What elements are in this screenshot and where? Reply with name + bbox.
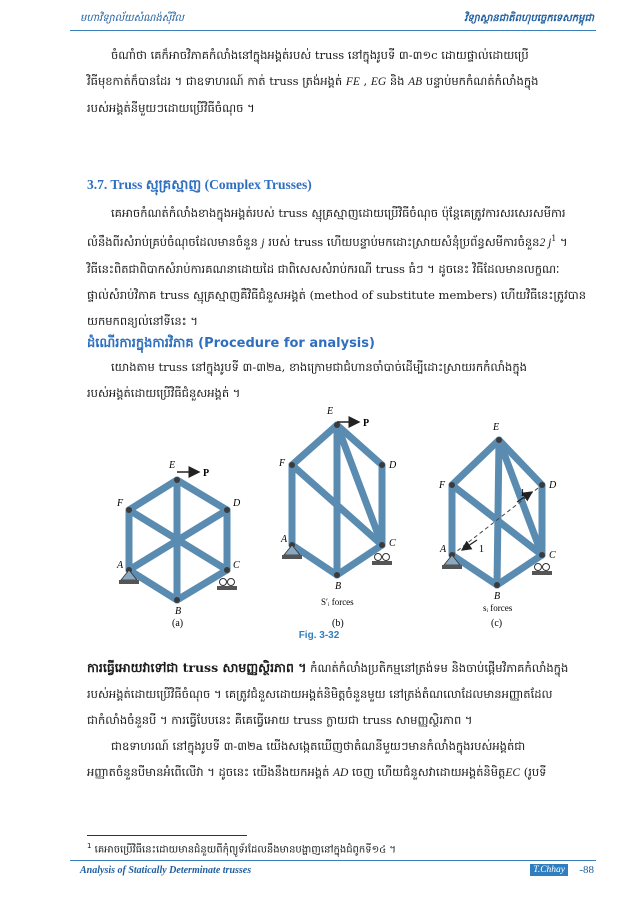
intro-line-3: របស់អង្គត់នីមួយៗដោយប្រើវិធីចំណុច ។ bbox=[87, 101, 255, 115]
intro-line-2-end: បន្ទាប់មកកំណត់កំលាំងក្នុង bbox=[422, 74, 539, 88]
member-fe: FE bbox=[345, 76, 360, 88]
truss-panel-a bbox=[116, 460, 241, 629]
page-footer bbox=[70, 860, 596, 883]
footer-title: Analysis of Statically Determinate trusses bbox=[80, 865, 252, 876]
load-label-a: P bbox=[203, 468, 210, 479]
section-title bbox=[87, 176, 312, 196]
header-institute: វិទ្យាស្ថានជាតិពហុបច្ចេកទេសកម្ពុជា bbox=[464, 13, 594, 24]
complex-line-1: គេអាចកំណត់កំលាំងខាងក្នុងអង្គត់របស់ truss ស្មុគ្រស្មាញដោយប្រើវិធីចំណុច ប៉ុន្តែគេត្រូវការសរសេរសមីការ bbox=[111, 206, 566, 220]
sentence-end: ។ bbox=[556, 234, 568, 249]
node-label-e-c: E bbox=[493, 422, 500, 433]
panel-label-c: (c) bbox=[491, 618, 503, 629]
author-badge: T.Chhay bbox=[530, 864, 568, 876]
node-label-c-c: C bbox=[549, 550, 556, 561]
page-header bbox=[70, 10, 596, 31]
load-label-b: P bbox=[363, 418, 370, 429]
figure-caption: Fig. 3-32 bbox=[298, 630, 340, 641]
comma: , bbox=[359, 74, 371, 88]
page-number: -88 bbox=[579, 864, 594, 876]
footnote-text: គេអាចប្រើវិធីនេះដោយមានជំនួយពីកុំព្យូទ័រដែលនឹងមានបង្ហាញនៅក្នុងជំពូកទី១៤ ។ bbox=[91, 844, 397, 856]
section-title-text: Truss ស្មុគ្រស្មាញ (Complex Trusses) bbox=[107, 177, 312, 192]
complex-line-2: លំនឹងពីរសំរាប់គ្រប់ចំណុចដែលមានចំនួន bbox=[87, 234, 262, 249]
footnote bbox=[87, 842, 396, 857]
and-text: និង bbox=[386, 74, 409, 88]
node-label-f-b: F bbox=[279, 458, 286, 469]
section-number: 3.7. bbox=[87, 177, 108, 192]
example-paragraph bbox=[87, 733, 587, 786]
footnote-divider bbox=[87, 835, 247, 836]
footnote-number: 1 bbox=[87, 842, 92, 850]
node-label-e-a: E bbox=[169, 460, 176, 471]
node-label-f-c: F bbox=[439, 480, 446, 491]
footnote-ref: 1 bbox=[551, 234, 557, 243]
example-line-2-end: (រូបទី bbox=[520, 765, 547, 779]
node-label-f-a: F bbox=[117, 498, 124, 509]
complex-line-2-mid: របស់ truss ហើយបន្ទាប់មកដោះស្រាយសំនុំប្រព័ន្ធសមីការចំនួន bbox=[264, 234, 540, 249]
member-ad: AD bbox=[333, 767, 349, 779]
reduction-line-2: របស់អង្គត់ដោយប្រើវិធីចំណុច ។ គេត្រូវជំនួសដោយអង្គត់និមិត្តចំនួនមួយ នៅត្រង់តំណលោដែលមានអញ្ញាតដែល bbox=[87, 687, 553, 701]
header-faculty: មហាវិទ្យាល័យសំណង់ស៊ីវិល bbox=[80, 13, 184, 24]
node-label-a-a: A bbox=[117, 560, 124, 571]
reduction-line-3: ជាកំលាំងចំនួនបី ។ ការធ្វើបែបនេះ គឺគេធ្វើអោយ truss ក្លាយជា truss សាមញ្ញស្ថិរភាព ។ bbox=[87, 713, 473, 727]
truss-panel-c bbox=[438, 422, 557, 629]
node-label-b-a: B bbox=[175, 606, 182, 617]
node-label-a-c: A bbox=[440, 544, 447, 555]
intro-line-2: វិធីមុខកាត់ក៏បានដែរ ។ ជាឧទាហរណ៍ កាត់ truss ត្រង់អង្គត់ bbox=[87, 74, 346, 88]
node-label-d-b: D bbox=[389, 460, 397, 471]
unit-load-label-lower: 1 bbox=[479, 544, 484, 555]
member-ab: AB bbox=[408, 76, 423, 88]
complex-line-3: វិធីនេះពិតជាពិបាកសំរាប់ការគណនាដោយដៃ ជាពិសេសសំរាប់ករណី truss ធំៗ ។ ដូចនេះ វិធីដែលមានលក្ខណៈ bbox=[87, 261, 560, 276]
complex-paragraph bbox=[87, 200, 587, 334]
procedure-line-2: របស់អង្គត់ដោយប្រើវិធីជំនួសអង្គត់ ។ bbox=[87, 386, 241, 400]
node-label-b-b: B bbox=[335, 581, 342, 592]
equation-count: 2 j bbox=[539, 236, 552, 249]
node-label-d-c: D bbox=[549, 480, 557, 491]
node-label-b-c: B bbox=[494, 591, 501, 602]
procedure-line-1: យោងតាម truss នៅក្នុងរូបទី ៣-៣២a, ខាងក្រោមជាជំហានចាំបាច់ដើម្បីដោះស្រាយរកកំលាំងក្នុង bbox=[111, 360, 527, 374]
complex-line-4: ផ្ទាល់សំរាប់វិភាគ truss ស្មុគ្រស្មាញគឺវិធីជំនួសអង្គត់ (method of substitute members) ហើយវិធីនេះត្រូវបាន bbox=[87, 287, 586, 302]
node-label-e-b: E bbox=[327, 406, 334, 417]
panel-sub-b: S′ᵢ forces bbox=[321, 597, 354, 607]
intro-line-1: ចំណាំថា គេក៏អាចវិភាគកំលាំងនៅក្នុងអង្គត់របស់ truss នៅក្នុងរូបទី ៣-៣១c ដោយផ្ទាល់ដោយប្រើ bbox=[111, 48, 529, 62]
joint-count-j: j bbox=[261, 236, 265, 249]
member-ec: EC bbox=[505, 767, 521, 779]
procedure-heading: ដំណើរការក្នុងការវិភាគ (Procedure for analysis) bbox=[87, 336, 375, 351]
node-label-a-b: A bbox=[281, 534, 288, 545]
panel-label-a: (a) bbox=[172, 618, 184, 629]
unit-load-label-upper: 1 bbox=[520, 488, 525, 499]
example-line-2-mid: ចេញ ហើយជំនួសវាដោយអង្គត់និមិត្ត bbox=[348, 765, 506, 779]
truss-figure bbox=[87, 400, 587, 630]
reduction-heading: ការធ្វើអោយវាទៅជា truss សាមញ្ញស្ថិរភាព ។ bbox=[87, 660, 307, 675]
reduction-paragraph bbox=[87, 655, 587, 733]
example-line-2: អញ្ញាតចំនួនបីមានអំពើលើវា ។ ដូចនេះ យើងនឹងយកអង្គត់ bbox=[87, 765, 334, 779]
panel-label-b: (b) bbox=[332, 618, 344, 629]
procedure-paragraph bbox=[87, 354, 587, 406]
reduction-line-1: កំណត់កំលាំងប្រតិកម្មនៅត្រង់ទម និងចាប់ផ្តើមវិភាគកំលាំងក្នុង bbox=[306, 661, 569, 675]
panel-sub-c: sᵢ forces bbox=[483, 603, 513, 613]
example-line-1: ជាឧទាហរណ៍ នៅក្នុងរូបទី ៣-៣២a យើងសង្កេតឃើញថាតំណនីមួយៗមានកំលាំងក្នុងរបស់អង្គត់ជា bbox=[111, 739, 526, 753]
intro-paragraph bbox=[87, 42, 587, 121]
truss-panel-b bbox=[278, 406, 397, 629]
node-label-c-a: C bbox=[233, 560, 240, 571]
member-eg: EG bbox=[370, 76, 387, 88]
node-label-d-a: D bbox=[233, 498, 241, 509]
node-label-c-b: C bbox=[389, 538, 396, 549]
complex-line-5: យកមកពន្យល់នៅទីនេះ ។ bbox=[87, 313, 198, 328]
